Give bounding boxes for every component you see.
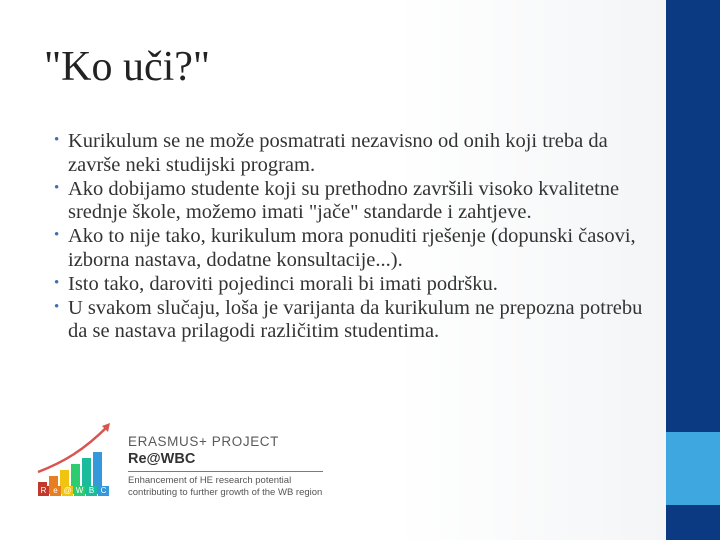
logo-tagline-1: Enhancement of HE research potential: [128, 475, 292, 486]
bullet-item: [54, 178, 644, 226]
logo-text: [128, 434, 323, 498]
bullet-icon: •: [54, 227, 60, 244]
logo-project-label: ERASMUS+ PROJECT: [128, 434, 280, 449]
bullet-icon: •: [54, 132, 60, 148]
logo-divider: [128, 471, 323, 472]
bullet-icon: •: [54, 298, 60, 315]
logo-tagline-2: contributing to further growth of the WB region: [128, 486, 323, 498]
logo-letter: R: [38, 486, 49, 496]
logo-letter: B: [86, 486, 97, 496]
bullet-item: [54, 225, 644, 273]
logo-letter: W: [75, 486, 84, 495]
bullet-item: [54, 273, 644, 297]
logo-letter: @: [63, 486, 72, 495]
slide-title: "Ko uči?": [44, 44, 211, 90]
logo-project-name: Re@WBC: [128, 451, 196, 467]
bullet-text: Kurikulum se ne može posmatrati nezavisno od onih koji treba da završe neki studijski program.: [68, 130, 608, 176]
logo-letter: e: [50, 486, 61, 496]
bullet-list: [54, 130, 644, 344]
side-bar-accent: [666, 432, 720, 505]
logo-letter: C: [98, 486, 109, 496]
logo-letters: [38, 486, 110, 496]
bullet-text: Ako dobijamo studente koji su prethodno završili visoko kvalitetne srednje škole, možemo imati "jače" standarde i zahtjeve.: [68, 177, 620, 224]
bullet-text: Isto tako, daroviti pojedinci morali bi imati podršku.: [68, 272, 498, 295]
bullet-item: [54, 130, 644, 178]
bullet-text: Ako to nije tako, kurikulum mora ponuditi rješenje (dopunski časovi, izborna nastava, dodatne konsultacije...).: [68, 225, 636, 271]
bullet-text: U svakom slučaju, loša je varijanta da kurikulum ne prepozna potrebu da se nastava prilagodi različitim studentima.: [68, 296, 643, 343]
bullet-icon: •: [54, 274, 60, 291]
bullet-icon: •: [54, 179, 60, 196]
bullet-item: [54, 297, 644, 345]
project-logo: [34, 420, 344, 504]
